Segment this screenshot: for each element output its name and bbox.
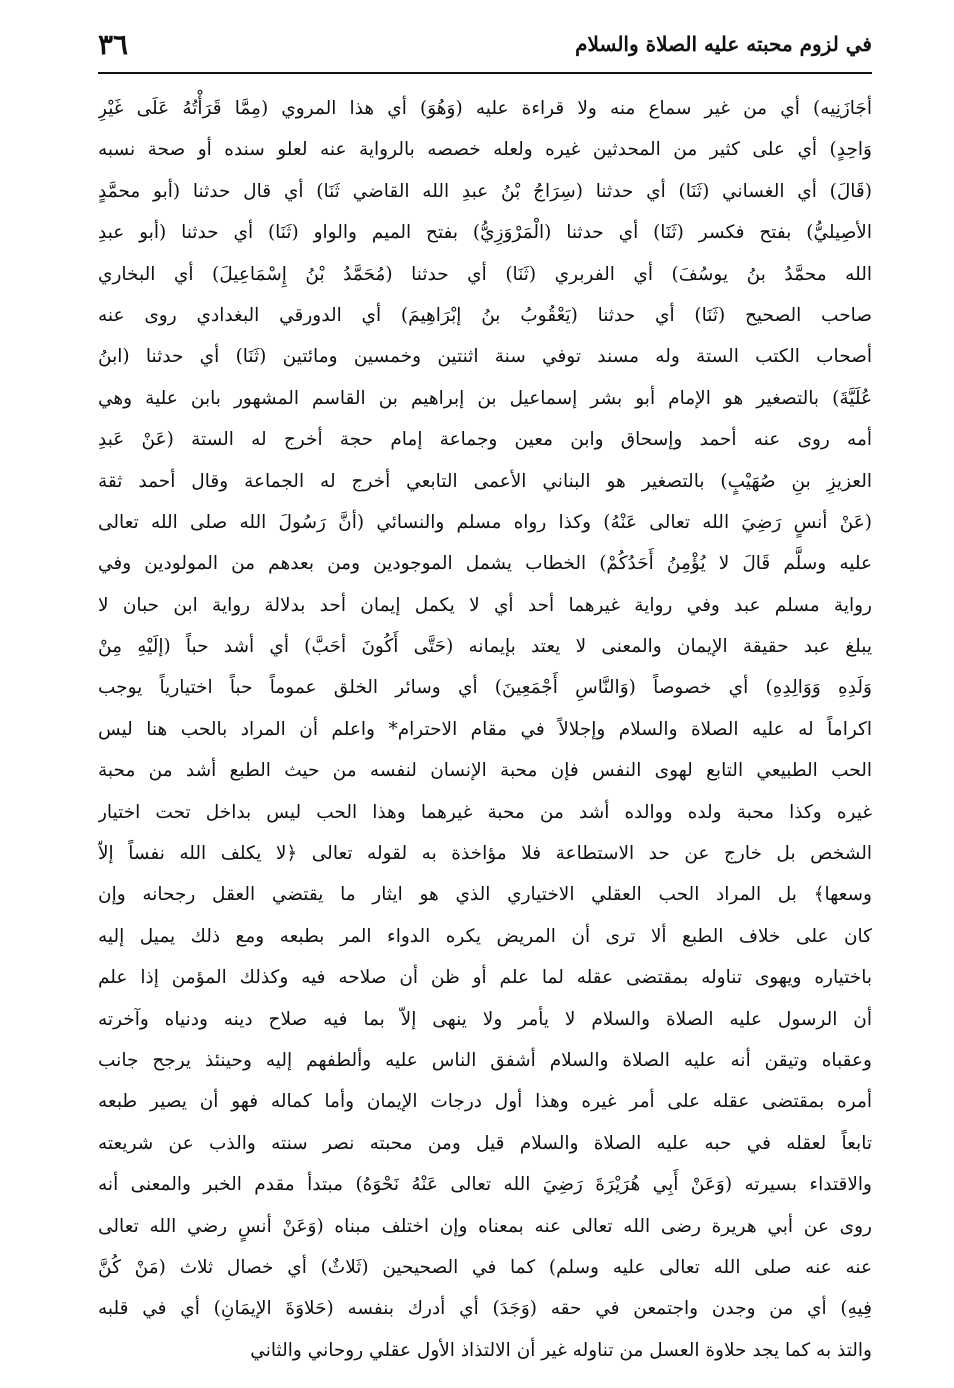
- page-number: ٣٦: [98, 28, 129, 61]
- text-line: أجَازَنِيه) أي من غير سماع منه ولا قراءة عليه (وَهُوَ) أي هذا المروي (مِمَّا قَرَأْتُهُ عَلَى غَيْرِ: [98, 98, 872, 119]
- text-line: تابعاً لعقله في حبه عليه الصلاة والسلام قيل ومن محبته نصر سنته والذب عن شريعته: [98, 1132, 872, 1154]
- text-line: وسعها﴾ بل المراد الحب العقلي الاختياري الذي هو ايثار ما يقتضي العقل رجحانه وإن: [98, 884, 872, 906]
- text-line: وَاحِدٍ) أي على كثير من المحدثين غيره ولعله خصصه بالرواية عنه لعلو سنده أو صحة نسبه: [98, 139, 872, 161]
- text-line: العزيزِ بنِ صُهَيْبٍ) بالتصغير هو البناني الأعمى التابعي أخرج له الجماعة وقال أحمد ثقة: [98, 470, 872, 492]
- text-line: وَلَدِهِ وَوَالِدِهِ) أي خصوصاً (وَالنَّاسِ أَجْمَعِينَ) أي وسائر الخلق عموماً حباً اختيارياً يوجب: [98, 677, 872, 699]
- text-line: (عَنْ أنسٍ رَضِيَ الله تعالى عَنْهُ) وكذا رواه مسلم والنسائي (أنَّ رَسُولَ الله صلى الله تعالى: [98, 511, 872, 533]
- text-line: أمه روى عنه أحمد وإسحاق وابن معين وجماعة إمام حجة أخرج له الستة (عَنْ عَبدِ: [98, 429, 872, 451]
- text-line: الحب الطبيعي التابع لهوى النفس فإن محبة الإنسان لنفسه من حيث الطبع أشد من محبة: [98, 760, 872, 782]
- text-line: غيره وكذا محبة ولده ووالده أشد من محبة غيرهما وهذا الحب ليس بداخل تحت اختيار: [98, 801, 872, 823]
- text-line: عليه وسلَّم قَالَ لا يُؤْمِنُ أَحَدُكُمْ) الخطاب يشمل الموجودين ومن بعدهم من المولودين وفي: [98, 553, 872, 575]
- text-line: اكراماً له عليه الصلاة والسلام وإجلالاً في مقام الاحترام* واعلم أن المراد بالحب هنا ليس: [98, 718, 872, 740]
- text-line: رواية مسلم عبد وفي رواية غيرهما أحد أي لا يكمل إيمان أحد بدلالة رواية ابن حبان لا: [98, 594, 872, 616]
- text-line: (قَالَ) أي الغساني (ثَنَا) أي حدثنا (سِرَاجُ بْنُ عبدِ الله القاضي ثَنَا) أي قال حدثنا (أبو محمَّدٍ: [98, 180, 872, 202]
- text-line: والتذ به كما يجد حلاوة العسل من تناوله غير أن الالتذاذ الأول عقلي روحاني والثاني: [250, 1339, 872, 1361]
- text-line: كان على خلاف الطبع ألا ترى أن المريض يكره الدواء المر بطبعه ومع ذلك يميل إليه: [98, 925, 872, 947]
- text-line: أن الرسول عليه الصلاة والسلام لا يأمر ولا ينهى إلاّ بما فيه صلاح دينه ودنياه وآخرته: [98, 1008, 872, 1030]
- text-line: الشخص بل خارج عن حد الاستطاعة فلا مؤاخذة به لقوله تعالى ﴿لا يكلف الله نفساً إلاّ: [98, 843, 872, 865]
- text-line: روى عن أبي هريرة رضى الله تعالى عنه بمعناه وإن اختلف مبناه (وَعَنْ أنسٍ رضي الله تعالى: [98, 1215, 872, 1237]
- text-line: وعقباه وتيقن أنه عليه الصلاة والسلام أشفق الناس عليه وألطفهم إليه وحينئذ يرجح جانب: [98, 1049, 872, 1071]
- text-line: عنه عنه صلى الله تعالى عليه وسلم) كما في الصحيحين (ثَلاثٌ) أي خصال ثلاث (مَنْ كُنَّ: [98, 1256, 872, 1278]
- text-line: أصحاب الكتب الستة وله مسند توفي سنة اثنتين وخمسين ومائتين (ثَنَا) أي حدثنا (ابنُ: [98, 346, 872, 368]
- text-line: والاقتداء بسيرته (وَعَنْ أَبِي هُرَيْرَةَ رَضِيَ الله تعالى عَنْهُ نَحْوَهُ) مبتدأ مقدم الخبر والمعنى أنه: [98, 1174, 872, 1196]
- text-line: أمره بمقتضى عقله على أمر غيره وهذا أول درجات الإيمان وأما كماله فهو أن يصير طبعه: [98, 1091, 872, 1113]
- page-header: [98, 22, 872, 72]
- text-line: باختياره ويهوى تناوله بمقتضى عقله لما علم أو ظن أن صلاحه فيه وكذلك المؤمن إذا علم: [98, 967, 872, 989]
- running-title: في لزوم محبته عليه الصلاة والسلام: [575, 32, 872, 56]
- text-line: عُلَيَّةَ) بالتصغير هو الإمام أبو بشر إسماعيل بن إبراهيم بن القاسم المشهور بابن علية وهي: [98, 387, 872, 409]
- text-line: الله محمَّدُ بنُ يوسُفَ) أي الفربري (ثَنَا) أي حدثنا (مُحَمَّدُ بْنُ إِسْمَاعِيلَ) أي البخاري: [98, 263, 872, 285]
- text-line: صاحب الصحيح (ثَنَا) أي حدثنا (يَعْقُوبُ بنُ إبْرَاهِيمَ) أي الدورقي البغدادي روى عنه: [98, 304, 872, 326]
- text-line: يبلغ عبد حقيقة الإيمان والمعنى لا يعتد بإيمانه (حَتَّى أَكُونَ أحَبَّ) أي أشد حباً (إلَيْهِ مِنْ: [98, 636, 872, 658]
- header-rule: [98, 72, 872, 74]
- text-line: الأصِيليُّ) بفتح فكسر (ثَنَا) أي حدثنا (الْمَرْوَزِيُّ) بفتح الميم والواو (ثَنَا) أي حدثنا (أبو عبدِ: [98, 222, 872, 244]
- body-text: [98, 88, 872, 1371]
- text-line: فِيهِ) أي من وجدن واجتمعن في حقه (وَجَدَ) أي أدرك بنفسه (حَلاوَةَ الإيمَانِ) أي في قلبه: [98, 1298, 872, 1320]
